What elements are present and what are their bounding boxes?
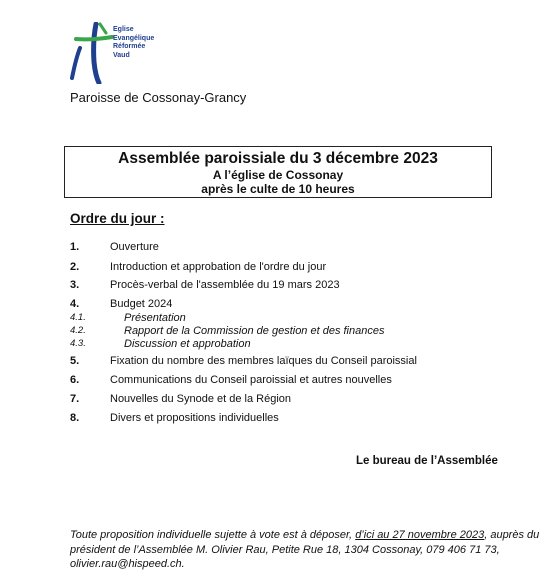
agenda-item-label: Rapport de la Commission de gestion et des finances bbox=[124, 325, 385, 337]
agenda-item-label: Procès-verbal de l'assemblée du 19 mars 2023 bbox=[110, 279, 340, 291]
footer-note bbox=[70, 528, 540, 572]
cross-logo-icon bbox=[66, 22, 116, 84]
footer-deadline: d’ici au 27 novembre 2023 bbox=[355, 529, 485, 541]
assembly-title: Assemblée paroissiale du 3 décembre 2023 bbox=[118, 150, 438, 167]
assembly-time: après le culte de 10 heures bbox=[201, 182, 355, 196]
footer-text-1: Toute proposition individuelle sujette à vote est à déposer, bbox=[70, 529, 356, 541]
header-box bbox=[64, 146, 492, 198]
agenda-item-label: Ouverture bbox=[110, 241, 159, 253]
agenda-item-label: Fixation du nombre des membres laïques du Conseil paroissial bbox=[110, 355, 417, 367]
agenda-title: Ordre du jour : bbox=[70, 211, 165, 226]
agenda-item-label: Discussion et approbation bbox=[124, 338, 251, 350]
agenda-item-number: 8. bbox=[70, 412, 80, 424]
logo-line-2: Evangélique bbox=[113, 34, 155, 42]
agenda-item-number: 7. bbox=[70, 393, 80, 405]
logo-text bbox=[113, 26, 154, 60]
agenda-item-label: Introduction et approbation de l'ordre du jour bbox=[110, 261, 327, 273]
footer-text-2: , auprès du président de l’Assemblée M. Olivier Rau, Petite Rue 18, 1304 Cossonay, 079 406 71 73, olivier.rau@hispeed.ch. bbox=[70, 529, 540, 570]
agenda-item-number: 5. bbox=[70, 355, 80, 367]
agenda-item-label: Communications du Conseil paroissial et autres nouvelles bbox=[110, 374, 392, 386]
agenda-item-number: 4.1. bbox=[70, 312, 86, 323]
agenda-item-number: 6. bbox=[70, 374, 80, 386]
eerv-logo bbox=[66, 22, 186, 84]
agenda-item-label: Nouvelles du Synode et de la Région bbox=[110, 393, 292, 405]
logo-line-1: Eglise bbox=[113, 26, 134, 33]
agenda-item-number: 1. bbox=[70, 241, 80, 253]
logo-line-3: Réformée bbox=[113, 43, 146, 51]
agenda-item-label: Budget 2024 bbox=[110, 298, 173, 310]
agenda-item-number: 4. bbox=[70, 298, 80, 310]
agenda-item-number: 4.3. bbox=[70, 338, 86, 349]
parish-name: Paroisse de Cossonay-Grancy bbox=[70, 90, 247, 105]
agenda-item-label: Présentation bbox=[124, 312, 186, 324]
assembly-location: A l’église de Cossonay bbox=[212, 168, 344, 182]
agenda-item-label: Divers et propositions individuelles bbox=[110, 412, 279, 424]
logo-line-4: Vaud bbox=[113, 51, 130, 59]
agenda-item-number: 4.2. bbox=[70, 325, 86, 336]
signature: Le bureau de l’Assemblée bbox=[356, 455, 498, 467]
agenda-item-number: 3. bbox=[70, 279, 80, 291]
agenda-item-number: 2. bbox=[70, 261, 80, 273]
